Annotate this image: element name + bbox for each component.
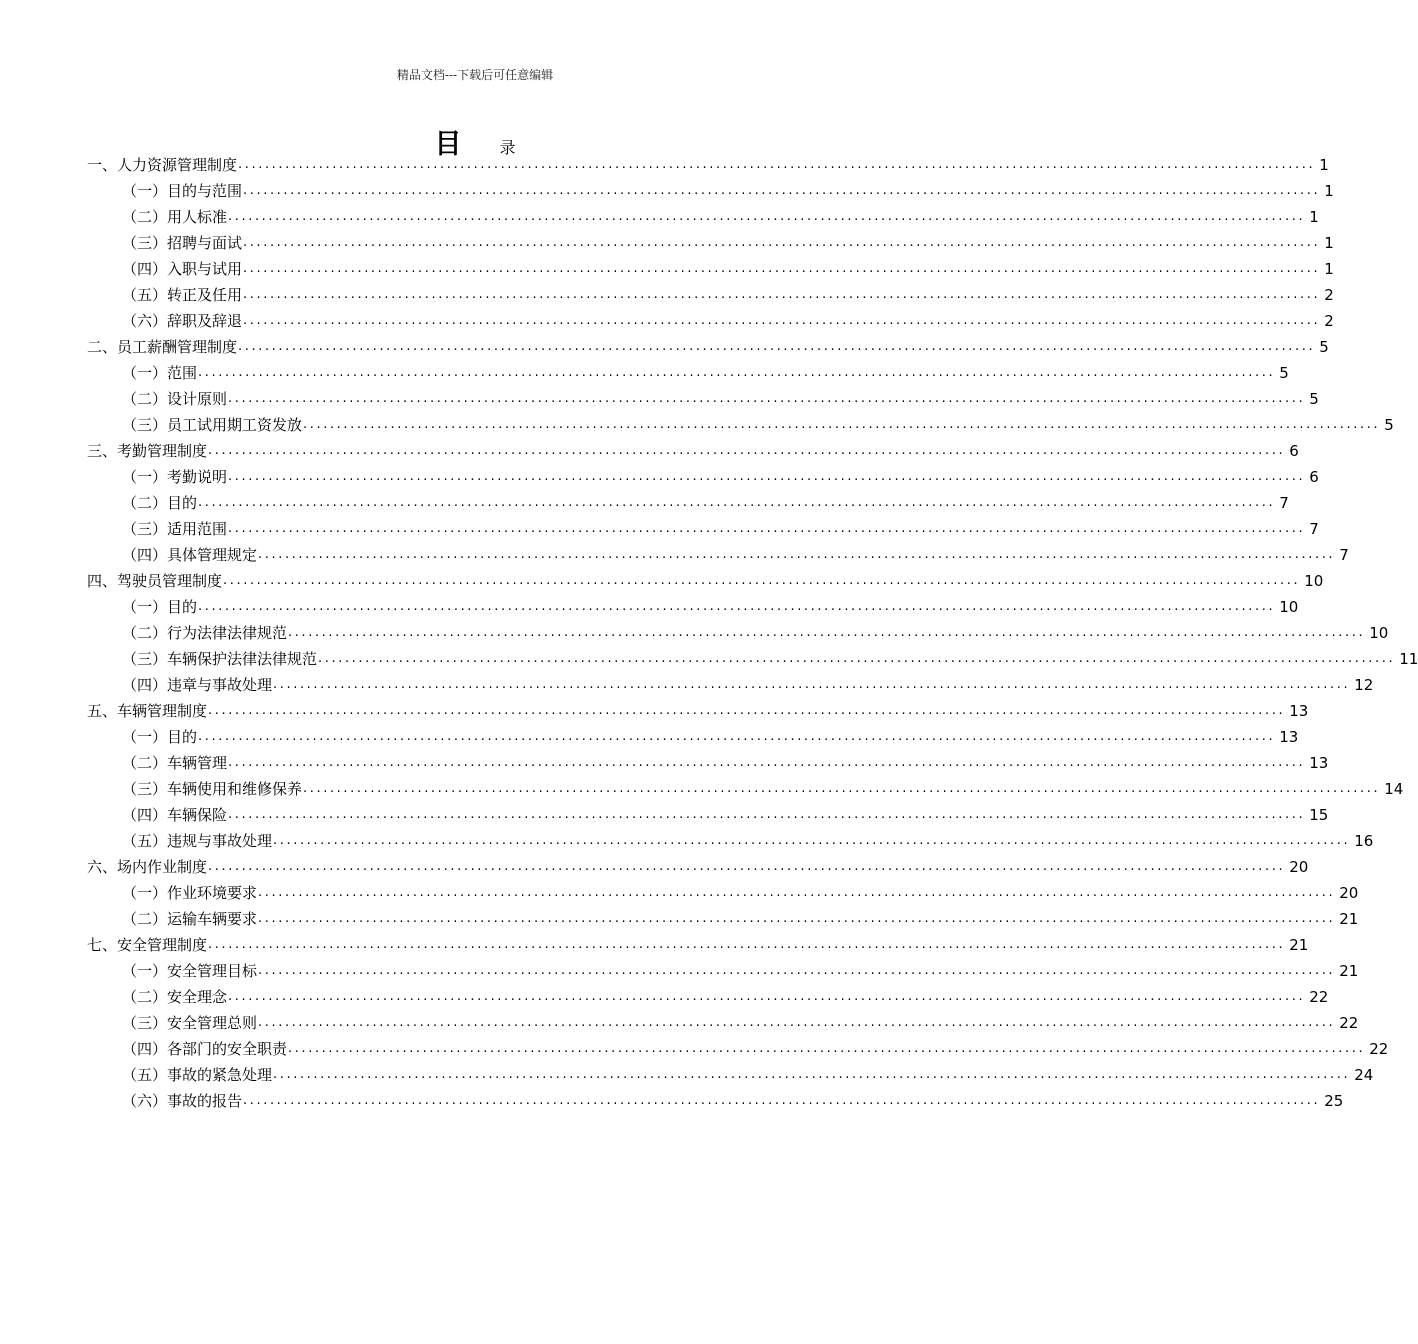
toc-dot-leader: ................................................................................................................................................................ <box>228 807 1306 822</box>
toc-entry-page-number: 21 <box>1339 962 1359 980</box>
toc-entry-label: （五）事故的紧急处理 <box>122 1066 273 1084</box>
toc-section-entry[interactable] <box>0 152 1329 178</box>
toc-subsection-entry[interactable] <box>0 256 1334 282</box>
toc-dot-leader: ................................................................................................................................................................ <box>258 963 1336 978</box>
page-header-note: 精品文档---下载后可任意编辑 <box>396 68 554 82</box>
toc-entry-label: 四、驾驶员管理制度 <box>87 572 223 590</box>
toc-entry-page-number: 21 <box>1289 936 1309 954</box>
toc-entry-label: （一）目的 <box>122 728 198 746</box>
toc-entry-page-number: 7 <box>1309 520 1319 538</box>
toc-subsection-entry[interactable] <box>0 178 1334 204</box>
toc-entry-page-number: 1 <box>1324 182 1334 200</box>
toc-entry-page-number: 5 <box>1309 390 1319 408</box>
toc-entry-label: （四）违章与事故处理 <box>122 676 273 694</box>
toc-dot-leader: ................................................................................................................................................................ <box>243 183 1321 198</box>
toc-entry-label: （二）行为法律法律规范 <box>122 624 288 642</box>
toc-subsection-entry[interactable] <box>0 906 1359 932</box>
toc-entry-page-number: 22 <box>1339 1014 1359 1032</box>
toc-subsection-entry[interactable] <box>0 516 1319 542</box>
toc-section-entry[interactable] <box>0 334 1329 360</box>
toc-entry-page-number: 21 <box>1339 910 1359 928</box>
toc-entry-page-number: 14 <box>1384 780 1404 798</box>
toc-entry-page-number: 5 <box>1384 416 1394 434</box>
toc-entry-page-number: 16 <box>1354 832 1374 850</box>
toc-subsection-entry[interactable] <box>0 204 1319 230</box>
toc-dot-leader: ................................................................................................................................................................ <box>273 677 1351 692</box>
toc-dot-leader: ................................................................................................................................................................ <box>228 755 1306 770</box>
toc-subsection-entry[interactable] <box>0 412 1394 438</box>
toc-subsection-entry[interactable] <box>0 308 1334 334</box>
toc-subsection-entry[interactable] <box>0 1088 1344 1114</box>
toc-entry-page-number: 10 <box>1304 572 1324 590</box>
toc-entry-page-number: 24 <box>1354 1066 1374 1084</box>
toc-dot-leader: ................................................................................................................................................................ <box>273 833 1351 848</box>
toc-subsection-entry[interactable] <box>0 880 1359 906</box>
toc-entry-label: （三）安全管理总则 <box>122 1014 258 1032</box>
toc-dot-leader: ................................................................................................................................................................ <box>228 469 1306 484</box>
toc-entry-label: （一）考勤说明 <box>122 468 228 486</box>
table-of-contents <box>0 152 1418 1114</box>
toc-entry-page-number: 13 <box>1309 754 1329 772</box>
toc-subsection-entry[interactable] <box>0 724 1299 750</box>
toc-dot-leader: ................................................................................................................................................................ <box>273 1067 1351 1082</box>
toc-dot-leader: ................................................................................................................................................................ <box>208 443 1286 458</box>
toc-entry-page-number: 22 <box>1309 988 1329 1006</box>
toc-entry-page-number: 6 <box>1289 442 1299 460</box>
toc-entry-page-number: 1 <box>1309 208 1319 226</box>
toc-subsection-entry[interactable] <box>0 490 1289 516</box>
toc-dot-leader: ................................................................................................................................................................ <box>258 547 1336 562</box>
toc-title-main: 目 <box>434 129 462 160</box>
toc-entry-label: （六）事故的报告 <box>122 1092 243 1110</box>
toc-entry-label: （二）用人标准 <box>122 208 228 226</box>
toc-subsection-entry[interactable] <box>0 386 1319 412</box>
toc-dot-leader: ................................................................................................................................................................ <box>258 1015 1336 1030</box>
toc-dot-leader: ................................................................................................................................................................ <box>258 911 1336 926</box>
toc-subsection-entry[interactable] <box>0 958 1359 984</box>
toc-subsection-entry[interactable] <box>0 750 1329 776</box>
toc-subsection-entry[interactable] <box>0 620 1389 646</box>
toc-dot-leader: ................................................................................................................................................................ <box>198 599 1276 614</box>
toc-subsection-entry[interactable] <box>0 776 1404 802</box>
toc-section-entry[interactable] <box>0 438 1299 464</box>
toc-entry-label: （一）作业环境要求 <box>122 884 258 902</box>
toc-entry-label: 二、员工薪酬管理制度 <box>87 338 238 356</box>
toc-entry-page-number: 5 <box>1319 338 1329 356</box>
toc-subsection-entry[interactable] <box>0 542 1349 568</box>
toc-entry-label: （一）范围 <box>122 364 198 382</box>
toc-dot-leader: ................................................................................................................................................................ <box>243 313 1321 328</box>
toc-dot-leader: ................................................................................................................................................................ <box>243 235 1321 250</box>
toc-entry-label: （一）安全管理目标 <box>122 962 258 980</box>
toc-entry-page-number: 20 <box>1289 858 1309 876</box>
toc-entry-page-number: 20 <box>1339 884 1359 902</box>
toc-entry-label: （四）车辆保险 <box>122 806 228 824</box>
toc-entry-label: （三）适用范围 <box>122 520 228 538</box>
toc-dot-leader: ................................................................................................................................................................ <box>228 989 1306 1004</box>
toc-dot-leader: ................................................................................................................................................................ <box>208 703 1286 718</box>
toc-subsection-entry[interactable] <box>0 672 1374 698</box>
toc-entry-label: （一）目的与范围 <box>122 182 243 200</box>
toc-dot-leader: ................................................................................................................................................................ <box>258 885 1336 900</box>
toc-entry-label: （一）目的 <box>122 598 198 616</box>
toc-dot-leader: ................................................................................................................................................................ <box>243 261 1321 276</box>
toc-section-entry[interactable] <box>0 698 1309 724</box>
toc-entry-label: （六）辞职及辞退 <box>122 312 243 330</box>
toc-entry-label: （五）转正及任用 <box>122 286 243 304</box>
toc-entry-label: （四）各部门的安全职责 <box>122 1040 288 1058</box>
toc-entry-label: （四）入职与试用 <box>122 260 243 278</box>
toc-entry-page-number: 10 <box>1369 624 1389 642</box>
toc-entry-page-number: 6 <box>1309 468 1319 486</box>
toc-subsection-entry[interactable] <box>0 594 1299 620</box>
toc-entry-label: （二）运输车辆要求 <box>122 910 258 928</box>
toc-dot-leader: ................................................................................................................................................................ <box>288 625 1366 640</box>
toc-entry-label: （三）车辆使用和维修保养 <box>122 780 303 798</box>
toc-entry-page-number: 5 <box>1279 364 1289 382</box>
toc-subsection-entry[interactable] <box>0 230 1334 256</box>
toc-entry-label: （三）招聘与面试 <box>122 234 243 252</box>
toc-dot-leader: ................................................................................................................................................................ <box>208 937 1286 952</box>
toc-entry-page-number: 10 <box>1279 598 1299 616</box>
toc-entry-label: （四）具体管理规定 <box>122 546 258 564</box>
toc-entry-page-number: 1 <box>1324 234 1334 252</box>
toc-dot-leader: ................................................................................................................................................................ <box>243 287 1321 302</box>
toc-entry-page-number: 2 <box>1324 286 1334 304</box>
toc-dot-leader: ................................................................................................................................................................ <box>223 573 1301 588</box>
toc-dot-leader: ................................................................................................................................................................ <box>238 157 1316 172</box>
toc-entry-page-number: 22 <box>1369 1040 1389 1058</box>
toc-entry-page-number: 1 <box>1324 260 1334 278</box>
toc-section-entry[interactable] <box>0 932 1309 958</box>
toc-subsection-entry[interactable] <box>0 1010 1359 1036</box>
toc-subsection-entry[interactable] <box>0 464 1319 490</box>
toc-dot-leader: ................................................................................................................................................................ <box>303 781 1381 796</box>
toc-entry-label: （二）目的 <box>122 494 198 512</box>
toc-entry-label: 七、安全管理制度 <box>87 936 208 954</box>
toc-dot-leader: ................................................................................................................................................................ <box>198 729 1276 744</box>
toc-dot-leader: ................................................................................................................................................................ <box>228 521 1306 536</box>
toc-entry-page-number: 15 <box>1309 806 1329 824</box>
toc-dot-leader: ................................................................................................................................................................ <box>228 209 1306 224</box>
toc-entry-label: （三）车辆保护法律法律规范 <box>122 650 318 668</box>
toc-entry-page-number: 12 <box>1354 676 1374 694</box>
toc-subsection-entry[interactable] <box>0 360 1289 386</box>
toc-entry-label: 一、人力资源管理制度 <box>87 156 238 174</box>
toc-entry-label: （二）车辆管理 <box>122 754 228 772</box>
toc-entry-page-number: 1 <box>1319 156 1329 174</box>
toc-subsection-entry[interactable] <box>0 1036 1389 1062</box>
toc-subsection-entry[interactable] <box>0 984 1329 1010</box>
toc-entry-label: （三）员工试用期工资发放 <box>122 416 303 434</box>
toc-entry-page-number: 13 <box>1279 728 1299 746</box>
toc-dot-leader: ................................................................................................................................................................ <box>198 495 1276 510</box>
toc-entry-page-number: 13 <box>1289 702 1309 720</box>
toc-entry-page-number: 25 <box>1324 1092 1344 1110</box>
toc-section-entry[interactable] <box>0 854 1309 880</box>
toc-entry-page-number: 11 <box>1399 650 1418 668</box>
toc-entry-label: 三、考勤管理制度 <box>87 442 208 460</box>
toc-section-entry[interactable] <box>0 568 1324 594</box>
toc-entry-label: （二）安全理念 <box>122 988 228 1006</box>
toc-entry-page-number: 7 <box>1339 546 1349 564</box>
toc-subsection-entry[interactable] <box>0 1062 1374 1088</box>
toc-subsection-entry[interactable] <box>0 282 1334 308</box>
toc-entry-label: 六、场内作业制度 <box>87 858 208 876</box>
toc-entry-page-number: 7 <box>1279 494 1289 512</box>
toc-dot-leader: ................................................................................................................................................................ <box>288 1041 1366 1056</box>
toc-dot-leader: ................................................................................................................................................................ <box>208 859 1286 874</box>
toc-dot-leader: ................................................................................................................................................................ <box>318 651 1396 666</box>
toc-title-sub: 录 <box>499 138 516 157</box>
toc-entry-label: （二）设计原则 <box>122 390 228 408</box>
toc-entry-label: （五）违规与事故处理 <box>122 832 273 850</box>
toc-dot-leader: ................................................................................................................................................................ <box>243 1093 1321 1108</box>
toc-dot-leader: ................................................................................................................................................................ <box>228 391 1306 406</box>
toc-dot-leader: ................................................................................................................................................................ <box>198 365 1276 380</box>
toc-dot-leader: ................................................................................................................................................................ <box>303 417 1381 432</box>
toc-entry-page-number: 2 <box>1324 312 1334 330</box>
toc-subsection-entry[interactable] <box>0 802 1329 828</box>
toc-entry-label: 五、车辆管理制度 <box>87 702 208 720</box>
toc-subsection-entry[interactable] <box>0 828 1374 854</box>
toc-subsection-entry[interactable] <box>0 646 1418 672</box>
toc-dot-leader: ................................................................................................................................................................ <box>238 339 1316 354</box>
